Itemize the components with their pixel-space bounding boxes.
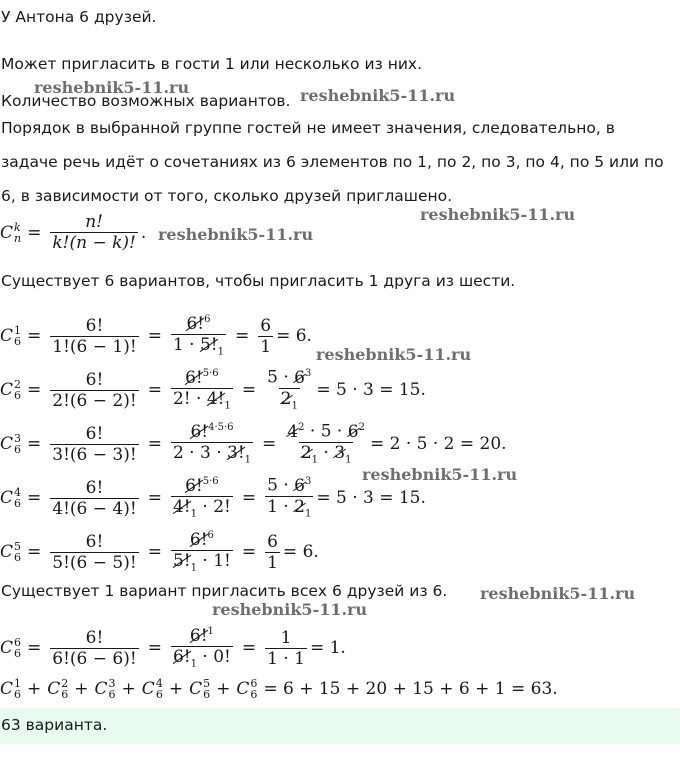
text-line-5: задаче речь идёт о сочетаниях из 6 элементов по 1, по 2, по 3, по 4, по 5 или по xyxy=(1,153,664,171)
denominator: 3!(6 − 3)! xyxy=(52,444,137,465)
denominator: 6!(6 − 6)! xyxy=(52,648,137,669)
result: = 1. xyxy=(309,638,346,659)
denominator: 1 xyxy=(260,336,272,357)
watermark: reshebnik5-11.ru xyxy=(158,225,314,244)
denominator: 5!(6 − 5)! xyxy=(52,552,137,573)
result: = 5 · 3 = 15. xyxy=(316,380,426,401)
text-line-7: Существует 6 вариантов, чтобы пригласить 1 друга из шести. xyxy=(1,272,516,290)
denominator: 2!(6 − 2)! xyxy=(52,390,137,411)
text-line-1: У Антона 6 друзей. xyxy=(1,8,157,26)
result: = 5 · 3 = 15. xyxy=(316,488,426,509)
watermark: reshebnik5-11.ru xyxy=(420,205,576,224)
text-line-8: Существует 1 вариант пригласить всех 6 друзей из 6. xyxy=(1,582,448,600)
denominator: 4!(6 − 4)! xyxy=(52,498,137,519)
numerator: 6 xyxy=(260,315,272,336)
answer-text: 63 варианта. xyxy=(1,716,108,734)
watermark: reshebnik5-11.ru xyxy=(480,584,636,603)
sum-result: = 6 + 15 + 20 + 15 + 6 + 1 = 63. xyxy=(263,679,558,699)
c-symbol: C k n xyxy=(0,220,22,245)
watermark: reshebnik5-11.ru xyxy=(362,465,518,484)
numerator: n! xyxy=(85,212,104,232)
watermark: reshebnik5-11.ru xyxy=(34,78,190,97)
denominator: 1!(6 − 1)! xyxy=(52,336,137,357)
text-line-6: 6, в зависимости от того, сколько друзей приглашено. xyxy=(1,187,453,205)
result: = 2 · 5 · 2 = 20. xyxy=(369,434,507,455)
formula-general: C k n = $\frac{n!}{k!(n - k)!}$ . xyxy=(0,212,147,253)
formula-c1: C 1 6 = $\frac{6!}{1!(6 - 1)!}$ = $\frac{6!^6}{1 \cdot 5!_1}$ = $\frac{6}{1}$ = 6. xyxy=(0,310,312,362)
denominator: k!(n − k)! xyxy=(52,233,136,253)
text-line-4: Порядок в выбранной группе гостей не имеет значения, следовательно, в xyxy=(1,119,615,137)
formula-c6: C 6 6 = $\frac{6!}{6!(6 - 6)!}$ = $\frac{6!^1}{6!_1 \cdot 0!}$ = $\frac{1}{1 \cdot 1}$ = 1. xyxy=(0,622,346,674)
formula-sum: C 1 6 + C 2 6 + C 3 6 + C 4 6 + C 5 6 + C 6 6 = 6 + 15 + 20 + 15 + 6 + 1 = 63. xyxy=(0,677,558,701)
fraction xyxy=(50,212,138,253)
watermark: reshebnik5-11.ru xyxy=(212,600,368,619)
watermark: reshebnik5-11.ru xyxy=(300,86,456,105)
result: = 6. xyxy=(282,542,319,563)
formula-c5: C 5 6 = $\frac{6!}{5!(6 - 5)!}$ = $\frac{6!^6}{5!_1 \cdot 1!}$ = $\frac{6}{1}$ = 6. xyxy=(0,526,319,578)
text-line-3: Количество возможных вариантов. xyxy=(1,92,291,110)
text-line-2: Может пригласить в гости 1 или несколько из них. xyxy=(1,55,423,73)
formula-c4: C 4 6 = $\frac{6!}{4!(6 - 4)!}$ = $\frac{6!^{5\cdot 6}}{4!_1 \cdot 2!}$ = $\frac{5 \cdot 6^3}{1 \cdot 2_1}$ = 5 · 3 = 15. xyxy=(0,472,426,524)
result: = 6. xyxy=(276,326,312,347)
formula-c3: C 3 6 = $\frac{6!}{3!(6 - 3)!}$ = $\frac{6!^{4\cdot 5\cdot 6}}{2 \cdot 3 \cdot 3!_1}$ = $\frac{4^2 \cdot 5 \cdot 6^2}{2_1 \cdot 3_1}$ = 2 · 5 · 2 = 20. xyxy=(0,418,507,470)
watermark: reshebnik5-11.ru xyxy=(316,345,472,364)
formula-c2: C 2 6 = $\frac{6!}{2!(6 - 2)!}$ = $\frac{6!^{5\cdot 6}}{2! \cdot 4!_1}$ = $\frac{5 \cdot 6^3}{2_1}$ = 5 · 3 = 15. xyxy=(0,364,426,416)
